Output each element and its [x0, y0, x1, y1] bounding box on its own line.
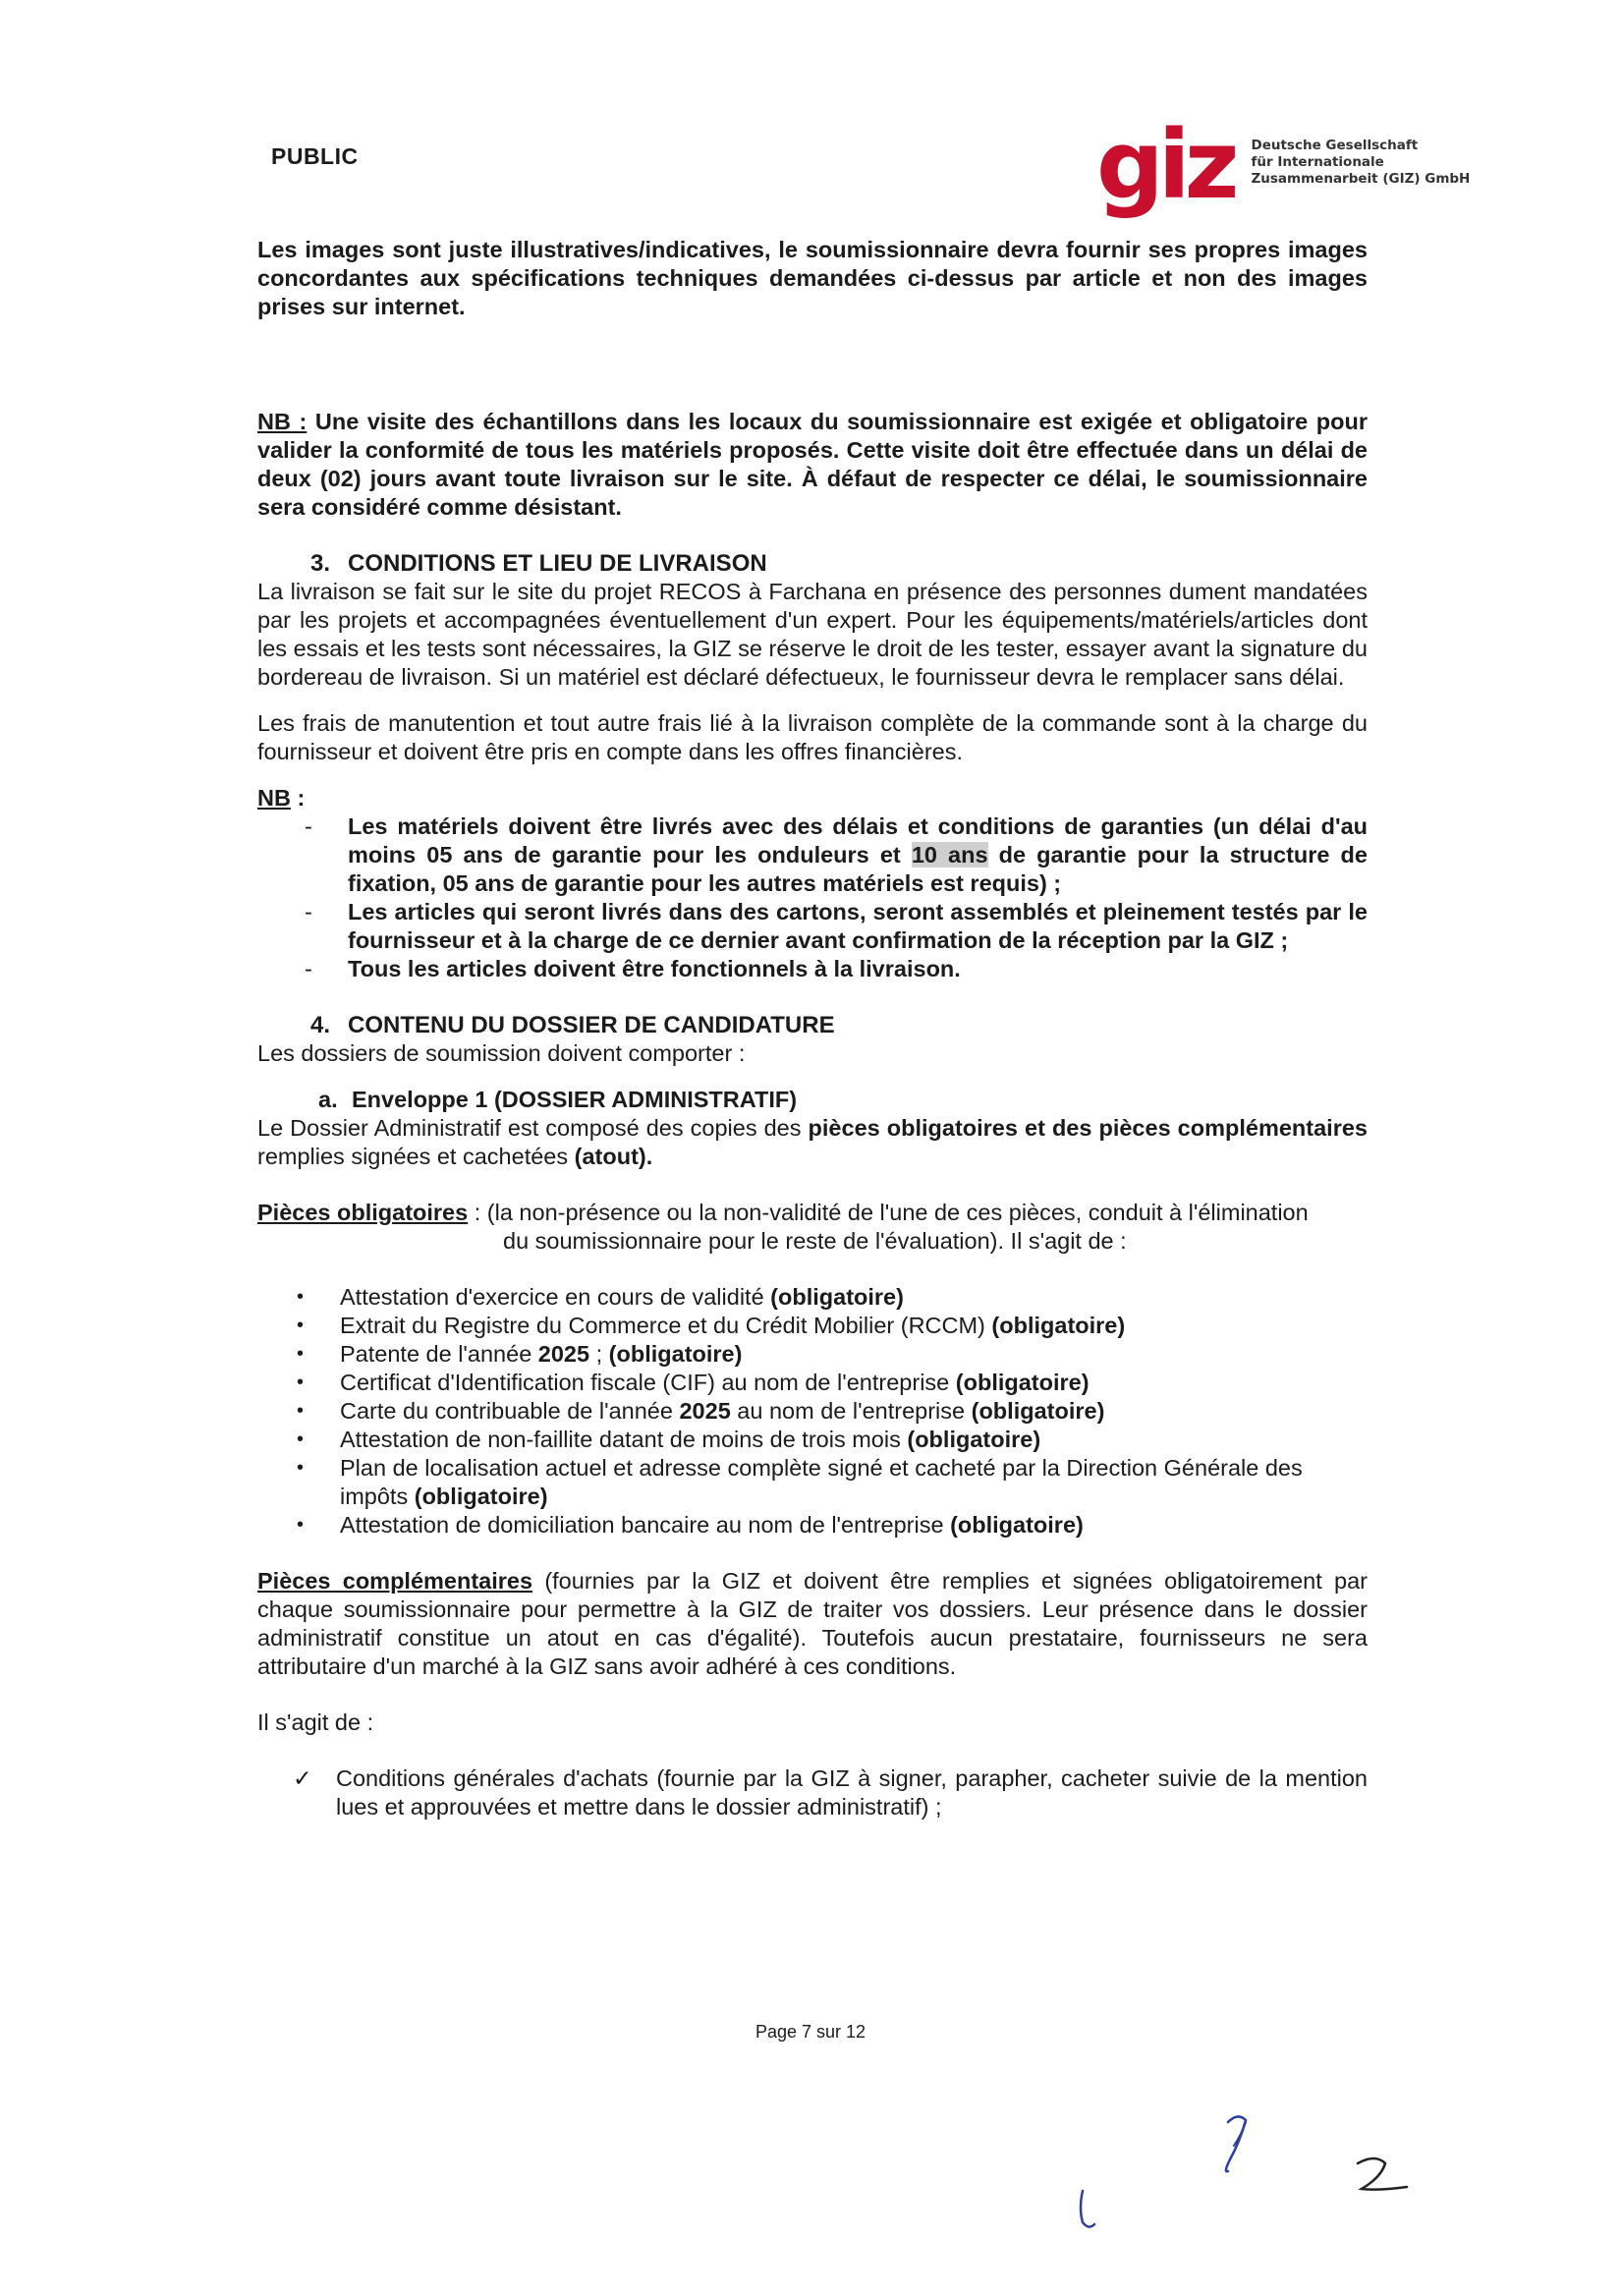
complementary-pieces-list	[257, 1764, 1368, 1821]
il-sagit-de: Il s'agit de :	[257, 1709, 374, 1735]
logo-mark: giz	[1096, 110, 1234, 220]
mandatory-pieces-list	[257, 1283, 1368, 1540]
mandatory-pieces-intro: Pièces obligatoires : (la non-présence ou la non-validité de l'une de ces pièces, conduit à l'élimination	[257, 1200, 1309, 1225]
list-item: • Patente de l'année 2025 ; (obligatoire)	[297, 1341, 743, 1367]
list-item: - Tous les articles doivent être fonctionnels à la livraison.	[305, 956, 961, 981]
complementary-pieces-paragraph: Pièces complémentaires (fournies par la GIZ et doivent être remplies et signées obligatoirement par chaque soumissionnaire pour permettre à la GIZ de traiter vos dossiers. Leur présence dans le dossier administratif constitue un atout en cas d'égalité). Toutefois aucun prestataire, fournisseurs ne sera attributaire d'un marché à la GIZ sans avoir adhéré à ces conditions.	[257, 1568, 1369, 1679]
list-item: - Les articles qui seront livrés dans des cartons, seront assemblés et pleinement testés par le fournisseur et à la charge de ce dernier avant confirmation de la réception par la GIZ ;	[305, 899, 1368, 953]
section-3-heading: 3. CONDITIONS ET LIEU DE LIVRAISON	[310, 550, 767, 577]
list-item: • Attestation d'exercice en cours de validité (obligatoire)	[297, 1284, 904, 1310]
list-item: • Extrait du Registre du Commerce et du Crédit Mobilier (RCCM) (obligatoire)	[297, 1313, 1126, 1338]
list-item: • Attestation de domiciliation bancaire au nom de l'entreprise (obligatoire)	[297, 1512, 1084, 1538]
list-item: ✓ Conditions générales d'achats (fournie par la GIZ à signer, parapher, cacheter suivie de la mention lues et approuvées et mettre dans le dossier administratif) ;	[293, 1765, 1368, 1820]
section-4-intro: Les dossiers de soumission doivent comporter :	[257, 1040, 746, 1066]
classification-label: PUBLIC	[271, 143, 359, 169]
document-body: Les images sont juste illustratives/indicatives, le soumissionnaire devra fournir ses propres images concordantes aux spécifications techniques demandées ci-dessus par article et non des images prises sur internet. NB : Une visite des échantillons dans les locaux du soumissionnaire est exigée et obligatoire pour valider la conformité de tous les matériels proposés. Cette visite doit être effectuée dans un délai de deux (02) jours avant toute livraison sur le site. À défaut de respecter ce délai, le soumissionnaire sera considéré comme désistant. 3. CONDITIONS ET LIEU DE LIVRAISON La livraison se fait sur le site du projet RECOS à Farchana en présence des personnes dument mandatées par les projets et accompagnées éventuellement d'un expert. Pour les équipements/matériels/articles dont les essais et les tests sont nécessaires, la GIZ se réserve le droit de les tester, essayer avant la signature du bordereau de livraison. Si un matériel est déclaré défectueux, le fournisseur devra le remplacer sans délai. Les frais de manutention et tout autre frais lié à la livraison complète de la commande sont à la charge du fournisseur et doivent être pris en compte dans les offres financières. NB : - Les matériels doivent être livrés avec des délais et conditions de garanties (un délai d'au moins 05 ans de garantie pour les onduleurs et 10 ans de garantie pour la structure de fixation, 05 ans de garantie pour les autres matériels est requis) ; - Les articles qui seront livrés dans des cartons, seront assemblés et pleinement testés par le fournisseur et à la charge de ce dernier avant confirmation de la réception par la GIZ ; - Tous les articles doivent être fonctionnels à la livraison. 4. CONTENU DU DOSSIER DE CANDIDATURE Les dossiers de soumission doivent comporter : a. Enveloppe 1 (DOSSIER ADMINISTRATIF) Le Dossier Administratif est composé des copies des pièces obligatoires et des pièces complémentaires remplies signées et cachetées (atout). Pièces obligatoires : (la non-présence ou la non-validité de l'une de ces pièces, conduit à l'élimination du soumissionnaire pour le reste de l'évaluation). Il s'agit de : • Attestation d'exercice en cours de validité (obligatoire) • Extrait du Registre du Commerce et du Crédit Mobilier (RCCM) (obligatoire) • Patente de l'année 2025 ; (obligatoire) • Certificat d'Identification fiscale (CIF) au nom de l'entreprise (obligatoire) • Carte du contribuable de l'année 2025 au nom de l'entreprise (obligatoire) • Attestation de non-faillite datant de moins de trois mois (obligatoire) • Plan de localisation actuel et adresse complète signé et cacheté par la Direction Générale des impôts (obligatoire) • Attestation de domiciliation bancaire au nom de l'entreprise (obligatoire) Pièces complémentaires (fournies par la GIZ et doivent être remplies et signées obligatoirement par chaque soumissionnaire pour permettre à la GIZ de traiter vos dossiers. Leur présence dans le dossier administratif constitue un atout en cas d'égalité). Toutefois aucun prestataire, fournisseurs ne sera attributaire d'un marché à la GIZ sans avoir adhéré à ces conditions. Il s'agit de : ✓ Conditions générales d'achats (fournie par la GIZ à signer, parapher, cacheter suivie de la mention lues et approuvées et mettre dans le dossier administratif) ;	[257, 237, 1369, 1820]
handwritten-initials	[1061, 2044, 1434, 2240]
list-item: • Attestation de non-faillite datant de moins de trois mois (obligatoire)	[297, 1427, 1041, 1452]
logo-text: Deutsche Gesellschaft für Internationale Zusammenarbeit (GIZ) GmbH	[1251, 138, 1471, 187]
giz-logo	[1096, 110, 1471, 220]
section-4-heading: 4. CONTENU DU DOSSIER DE CANDIDATURE	[310, 1012, 835, 1038]
list-item: • Plan de localisation actuel et adresse complète signé et cacheté par la Direction Générale des impôts (obligatoire)	[297, 1455, 1303, 1509]
section-3-para-2: Les frais de manutention et tout autre frais lié à la livraison complète de la commande sont à la charge du fournisseur et doivent être pris en compte dans les offres financières.	[257, 710, 1368, 764]
nb-label: NB :	[257, 409, 307, 434]
page-number: Page 7 sur 12	[755, 2022, 866, 2042]
list-item: - Les matériels doivent être livrés avec des délais et conditions de garanties (un délai d'au moins 05 ans de garantie pour les onduleurs et 10 ans de garantie pour la structure de fixation, 05 ans de garantie pour les autres matériels est requis) ;	[305, 813, 1368, 896]
highlighted-text: 10 ans	[911, 842, 988, 868]
list-item: • Certificat d'Identification fiscale (CIF) au nom de l'entreprise (obligatoire)	[297, 1370, 1090, 1395]
nb-visit-paragraph: NB : Une visite des échantillons dans les locaux du soumissionnaire est exigée et obligatoire pour valider la conformité de tous les matériels proposés. Cette visite doit être effectuée dans un délai de deux (02) jours avant toute livraison sur le site. À défaut de respecter ce délai, le soumissionnaire sera considéré comme désistant.	[257, 409, 1368, 520]
delivery-conditions-list	[257, 812, 1368, 983]
checkmark-icon: ✓	[293, 1765, 312, 1791]
enveloppe-1-heading: a. Enveloppe 1 (DOSSIER ADMINISTRATIF)	[318, 1087, 798, 1112]
admin-dossier-paragraph: Le Dossier Administratif est composé des copies des pièces obligatoires et des pièces complémentaires remplies signées et cachetées (atout).	[257, 1115, 1368, 1169]
list-item: • Carte du contribuable de l'année 2025 au nom de l'entreprise (obligatoire)	[297, 1398, 1105, 1424]
images-note: Les images sont juste illustratives/indicatives, le soumissionnaire devra fournir ses propres images concordantes aux spécifications techniques demandées ci-dessus par article et non des images prises sur internet.	[257, 237, 1368, 319]
nb-delivery-label: NB :	[257, 785, 306, 811]
section-3-para-1: La livraison se fait sur le site du projet RECOS à Farchana en présence des personnes dument mandatées par les projets et accompagnées éventuellement d'un expert. Pour les équipements/matériels/articles dont les essais et les tests sont nécessaires, la GIZ se réserve le droit de les tester, essayer avant la signature du bordereau de livraison. Si un matériel est déclaré défectueux, le fournisseur devra le remplacer sans délai.	[257, 579, 1368, 690]
